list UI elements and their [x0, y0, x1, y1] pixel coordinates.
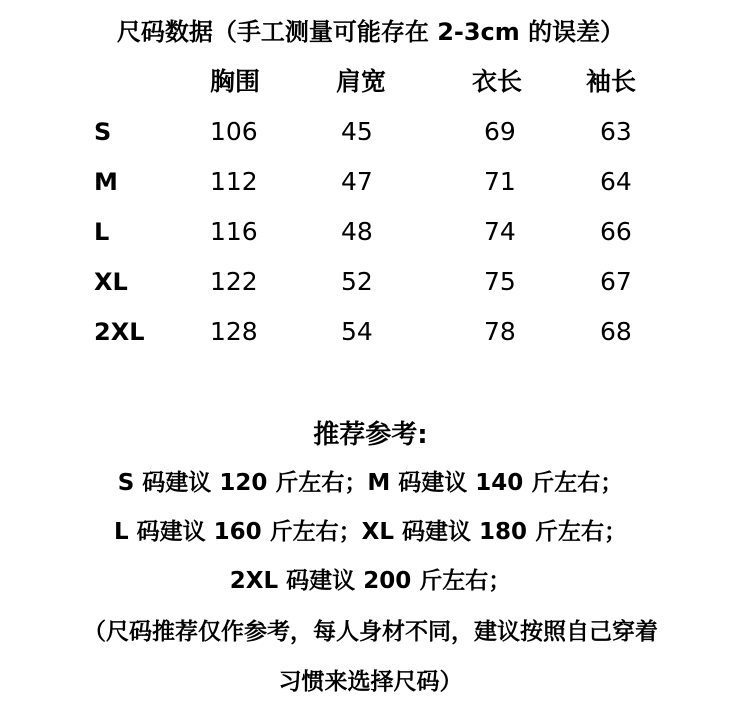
sleeve-value: 67 [600, 267, 632, 296]
size-table [0, 62, 741, 362]
shoulder-value: 45 [341, 117, 373, 146]
header-length: 衣长 [472, 67, 523, 96]
chest-value: 106 [210, 117, 258, 146]
size-label: M [94, 168, 118, 196]
sleeve-value: 63 [600, 117, 632, 146]
length-value: 74 [484, 217, 516, 246]
sleeve-value: 66 [600, 217, 632, 246]
shoulder-value: 52 [341, 267, 373, 296]
length-value: 78 [484, 317, 516, 346]
table-row [0, 162, 741, 212]
size-label: XL [94, 268, 128, 296]
chest-value: 122 [210, 267, 258, 296]
sleeve-value: 64 [600, 167, 632, 196]
table-row [0, 112, 741, 162]
recommend-line: 2XL 码建议 200 斤左右； [229, 568, 512, 594]
table-row [0, 312, 741, 362]
recommend-line: S 码建议 120 斤左右；M 码建议 140 斤左右； [117, 470, 624, 496]
size-label: L [94, 218, 110, 246]
shoulder-value: 47 [341, 167, 373, 196]
shoulder-value: 54 [341, 317, 373, 346]
shoulder-value: 48 [341, 217, 373, 246]
header-shoulder: 肩宽 [336, 67, 387, 96]
sleeve-value: 68 [600, 317, 632, 346]
recommend-line: L 码建议 160 斤左右；XL 码建议 180 斤左右； [113, 519, 628, 545]
length-value: 71 [484, 167, 516, 196]
table-header-row [0, 62, 741, 112]
size-label: 2XL [94, 318, 145, 346]
header-chest: 胸围 [210, 67, 261, 96]
size-label: S [94, 118, 112, 146]
length-value: 69 [484, 117, 516, 146]
chest-value: 112 [210, 167, 258, 196]
header-sleeve: 袖长 [586, 67, 637, 96]
recommend-note: （尺码推荐仅作参考，每人身材不同，建议按照自己穿着 [83, 619, 658, 645]
size-data-title: 尺码数据（手工测量可能存在 2-3cm 的误差） [116, 18, 625, 46]
recommend-title: 推荐参考: [313, 420, 428, 450]
table-row [0, 262, 741, 312]
table-row [0, 212, 741, 262]
chest-value: 128 [210, 317, 258, 346]
chest-value: 116 [210, 217, 258, 246]
recommend-note: 习惯来选择尺码） [278, 669, 463, 695]
length-value: 75 [484, 267, 516, 296]
